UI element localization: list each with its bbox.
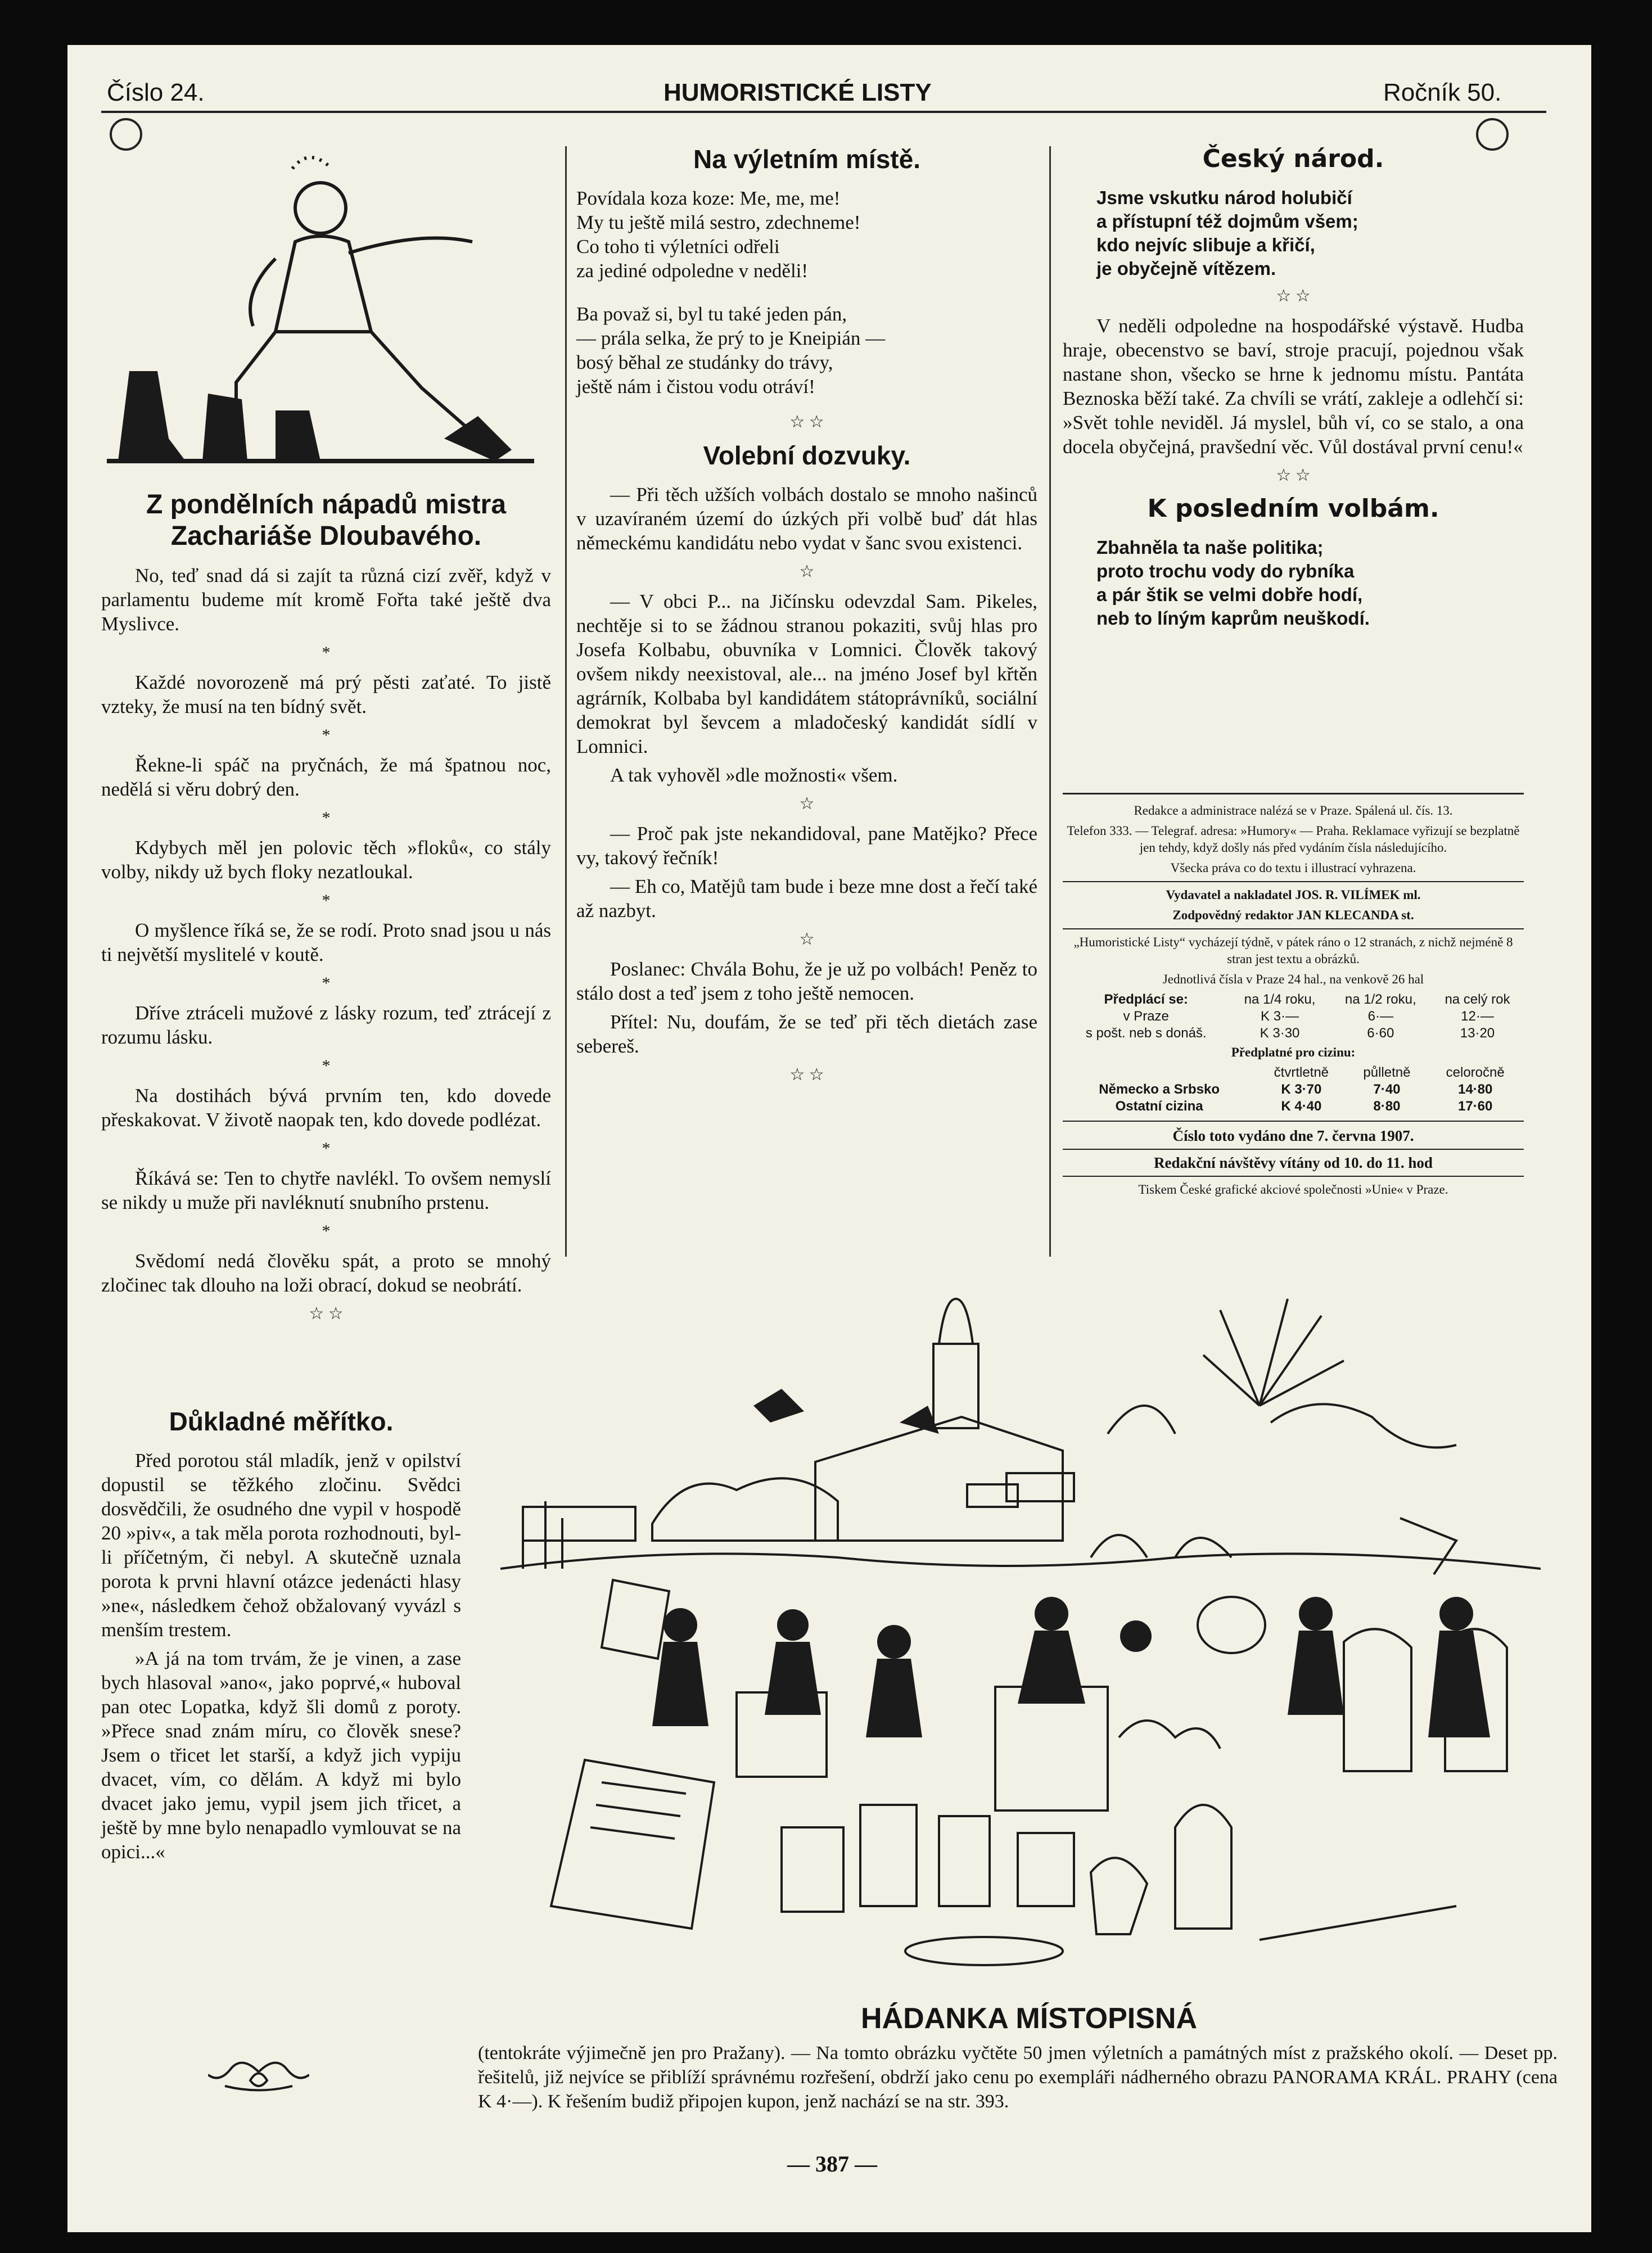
poem-line: My tu ještě milá sestro, zdechneme! [576, 211, 861, 233]
asterisk-separator: * [322, 726, 331, 744]
table-cell: 6·— [1367, 1009, 1393, 1024]
table-cell: Německo a Srbsko [1099, 1082, 1220, 1097]
table-cell: na 1/2 roku, [1344, 992, 1416, 1007]
star-separator: ☆ [799, 930, 815, 949]
puzzle-title: HÁDANKA MÍSTOPISNÁ [860, 2002, 1198, 2035]
column-3 [1063, 143, 1524, 630]
table-cell: na celý rok [1445, 992, 1510, 1007]
table-cell: 13·20 [1460, 1026, 1495, 1041]
star-separator: ☆ ☆ [1276, 466, 1311, 485]
table-cell: 7·40 [1373, 1082, 1401, 1097]
asterisk-separator: * [322, 809, 331, 827]
visiting-hours: Redakční návštěvy vítány od 10. do 11. hod [1154, 1154, 1433, 1171]
table-cell: půlletně [1363, 1065, 1411, 1080]
col2-para: A tak vyhověl »dle možnosti« všem. [610, 764, 898, 786]
col2-title-1: Na výletním místě. [693, 145, 920, 174]
table-cell: 12·— [1461, 1009, 1494, 1024]
col1-para: Říkává se: Ten to chytře navlékl. To ovšem nemyslí se nikdy u muže při navléknutí snubního prstenu. [101, 1167, 551, 1213]
col1-para: O myšlence říká se, že se rodí. Proto snad jsou u nás ti největší myslitelé v koutě. [101, 919, 551, 965]
col2-para: Přítel: Nu, doufám, že se teď při těch dietách zase sebereš. [576, 1011, 1037, 1057]
poem-line: proto trochu vody do rybníka [1096, 561, 1355, 581]
column-divider-right [1049, 146, 1051, 1257]
seated-man-illustration [107, 146, 534, 467]
col3-para: V neděli odpoledne na hospodářské výstavě. Hudba hraje, obecenstvo se baví, stroje pracují, pojednou však nastane shon, všecko se hrne k jednomu místu. Pantáta Beznoska běží také. Za chvíli se vrátí, zakleje a odlehčí si: »Svět tohle neviděl. Já myslel, bůh ví, co se stalo, a ona docela obyčejná, pravšední věc. Vůl dostával první cenu!« [1063, 315, 1524, 458]
poem-line: ještě nám i čistou vodu otráví! [576, 376, 815, 398]
column-divider-left [565, 146, 567, 1257]
poem-volby [1063, 536, 1524, 630]
page-number: — 387 — [787, 2151, 877, 2177]
poem-line: za jediné odpoledne v neděli! [576, 260, 809, 282]
printer-line: Tiskem České grafické akciové společnosti »Unie« v Praze. [1138, 1182, 1448, 1197]
puzzle-text: (tentokráte výjimečně jen pro Pražany). — Na tomto obrázku vyčtěte 50 jmen výletních a památných míst z pražského okolí. — Deset pp. řešitelů, již nejvíce se přiblíží správnému rozřešení, obdrží jako cenu po exempláři nádherného obrazu PANORAMA KRÁL. PRAHY (cena K 4·—). K řešením budiž připojen kupon, jenž nachází se na str. 393. [478, 2043, 1558, 2112]
imprint-line: Jednotlivá čísla v Praze 24 hal., na venkově 26 hal [1162, 972, 1424, 986]
col1b-para: »A já na tom trvám, že je vinen, a zase bych hlasoval »ano«, jako poprvé,« huboval pan otec Lopatka, když šli domů z poroty. »Přece snad znám míru, co člověk snese? Jsem o třicet let starší, a když jich vypiju dvacet, vím, co dělám. A když mi bylo dvacet jako jemu, vypil jsem jich třicet, a ještě by mne bylo nenapadlo vymlouvat se na opici...« [101, 1647, 461, 1863]
table-cell: Předplácí se: [1104, 992, 1188, 1007]
col2-para: — Proč pak jste nekandidoval, pane Matějko? Přece vy, takový řečník! [576, 823, 1037, 869]
column-1 [101, 489, 551, 1331]
poem-line: Co toho ti výletníci odřeli [576, 236, 780, 258]
imprint-line: Všecka práva co do textu i illustrací vyhrazena. [1170, 861, 1416, 875]
poem-kneipian [576, 302, 1037, 399]
poem-line: Povídala koza koze: Me, me, me! [576, 187, 841, 209]
issue-date: Číslo toto vydáno dne 7. června 1907. [1172, 1127, 1414, 1144]
puzzle-illustration [500, 1276, 1541, 1996]
table-cell: 14·80 [1457, 1082, 1493, 1097]
publisher-line: Vydavatel a nakladatel JOS. R. VILÍMEK ml. [1166, 888, 1421, 902]
table-cell: 8·80 [1373, 1099, 1401, 1114]
col1b-title: Důkladné měřítko. [169, 1407, 394, 1436]
table-cell: K 3·70 [1281, 1082, 1322, 1097]
col1-para: Každé novorozeně má prý pěsti zaťaté. To jistě vzteky, že musí na ten bídný svět. [101, 671, 551, 717]
asterisk-separator: * [322, 891, 331, 910]
star-separator: ☆ ☆ [1276, 287, 1311, 305]
poem-line: — prála selka, že prý to je Kneipián — [576, 327, 886, 349]
col1-para: Dříve ztráceli mužové z lásky rozum, teď ztrácejí z rozumu lásku. [101, 1002, 551, 1048]
foreign-title: Předplatné pro cizinu: [1231, 1045, 1356, 1059]
col2-para: — Při těch užších volbách dostalo se mnoho našinců v uzavíraném území do úzkých při volbě buď dát hlas německému kandidátu nebo vydat v šanc svou existenci. [576, 484, 1037, 554]
table-cell: celoročně [1446, 1065, 1505, 1080]
header-rule [101, 111, 1546, 113]
issue-number: Číslo 24. [107, 79, 205, 106]
star-separator: ☆ [799, 794, 815, 813]
poem-line: neb to líným kaprům neuškodí. [1096, 608, 1370, 629]
poem-line: Jsme vskutku národ holubičí [1096, 187, 1352, 208]
subscription-table [1063, 991, 1524, 1042]
col3-title-1: Český národ. [1202, 145, 1384, 173]
table-cell: K 3·— [1261, 1009, 1299, 1024]
star-separator: ☆ ☆ [789, 1065, 824, 1084]
foreign-subscription-table [1063, 1064, 1524, 1115]
col1b-para: Před porotou stál mladík, jenž v opilství dopustil se těžkého zločinu. Svědci dosvědčili, že osudného dne vypil v hospodě 20 »piv«, a tak měla porota rozhodnouti, byl-li příčetným, či nebyl. A skutečně uznala porota k prvni hlavní otázce jedenácti hlasy »ne«, následkem čehož obžalovaný vyvázl s menším trestem. [101, 1450, 461, 1641]
asterisk-separator: * [322, 974, 331, 992]
asterisk-separator: * [322, 643, 331, 662]
editor-line: Zodpovědný redaktor JAN KLECANDA st. [1172, 908, 1414, 922]
col1-para: Kdybych měl jen polovic těch »floků«, co stály volby, nikdy už bych floky nezatloukal. [101, 837, 551, 883]
table-cell: s pošt. neb s donáš. [1085, 1026, 1207, 1041]
col2-para: — Eh co, Matějů tam bude i beze mne dost a řečí také až nazbyt. [576, 875, 1037, 922]
poem-line: Zbahněla ta naše politika; [1096, 537, 1324, 558]
col1-para: No, teď snad dá si zajít ta různá cizí zvěř, když v parlamentu budeme mít kromě Fořta také ještě dva Myslivce. [101, 565, 551, 635]
col3-title-2: K posledním volbám. [1147, 494, 1439, 523]
poem-line: a pár štik se velmi dobře hodí, [1096, 584, 1363, 605]
col2-para: — V obci P... na Jičínsku odevzdal Sam. Pikeles, nechtěje si to se žádnou stranou pokaziti, svůj hlas pro Josefa Kolbabu, obuvníka v Lomnici. Člověk takový ovšem nikdy neexistoval, ale... na jméno Josef byl křtěn agrárník, Kolbaba byl kandidátem státoprávníků, sociální demokrat byl ševcem a mladočeský kandidát sídlí v Lomnici. [576, 590, 1037, 757]
asterisk-separator: * [322, 1222, 331, 1240]
imprint-line: Telefon 333. — Telegraf. adresa: »Humory« — Praha. Reklamace vyřizují se bezplatně jen tehdy, když došly nás před vydáním čísla následujícího. [1067, 824, 1520, 855]
asterisk-separator: * [322, 1056, 331, 1075]
poem-line: Ba považ si, byl tu také jeden pán, [576, 303, 847, 325]
table-cell: K 3·30 [1260, 1026, 1300, 1041]
col2-para: Poslanec: Chvála Bohu, že je už po volbách! Peněz to stálo dost a teď jsem z toho ještě nemocen. [576, 958, 1037, 1004]
imprint-line: Redakce a administrace nalézá se v Praze. Spálená ul. čís. 13. [1134, 803, 1453, 818]
decorative-ornament-icon [208, 2055, 309, 2094]
col1-title: Z pondělních nápadů mistra Zachariáše Dloubavého. [146, 490, 507, 551]
masthead: HUMORISTICKÉ LISTY [663, 79, 932, 106]
table-cell: K 4·40 [1281, 1099, 1322, 1114]
imprint-line: „Humoristické Listy“ vycházejí týdně, v pátek ráno o 12 stranách, z nichž nejméně 8 stran jest textu a obrázků. [1073, 935, 1513, 966]
asterisk-separator: * [322, 1139, 331, 1158]
poem-line: kdo nejvíc slibuje a křičí, [1096, 234, 1315, 255]
col1-para: Svědomí nedá člověku spát, a proto se mnohý zločinec tak dlouho na loži obrací, dokud se neobrátí. [101, 1250, 551, 1296]
column-2 [576, 143, 1037, 1092]
volume-number: Ročník 50. [1383, 79, 1502, 106]
col1-para: Řekne-li spáč na pryčnách, že má špatnou noc, nedělá si věru dobrý den. [101, 754, 551, 800]
star-separator: ☆ ☆ [309, 1304, 344, 1323]
column-1-continued [101, 1406, 461, 1868]
table-cell: 17·60 [1457, 1099, 1493, 1114]
poem-cesky-narod [1063, 186, 1524, 281]
table-cell [1063, 1064, 1256, 1081]
poem-line: je obyčejně vítězem. [1096, 258, 1276, 279]
table-cell: v Praze [1123, 1009, 1169, 1024]
table-cell: 6·60 [1367, 1026, 1394, 1041]
col1-para: Na dostihách bývá prvním ten, kdo dovede přeskakovat. V životě naopak ten, kdo dovede podlézat. [101, 1085, 551, 1131]
poem-line: bosý běhal ze studánky do trávy, [576, 351, 833, 373]
star-separator: ☆ ☆ [789, 413, 824, 431]
col2-title-2: Volební dozvuky. [703, 441, 911, 470]
poem-koza [576, 186, 1037, 283]
imprint-box [1063, 793, 1524, 1202]
table-cell: čtvrtletně [1274, 1065, 1329, 1080]
newspaper-page [67, 45, 1591, 2232]
table-cell: na 1/4 roku, [1244, 992, 1316, 1007]
star-separator: ☆ [799, 562, 815, 581]
table-cell: Ostatní cizina [1115, 1099, 1203, 1114]
poem-line: a přístupní též dojmům všem; [1096, 211, 1358, 232]
